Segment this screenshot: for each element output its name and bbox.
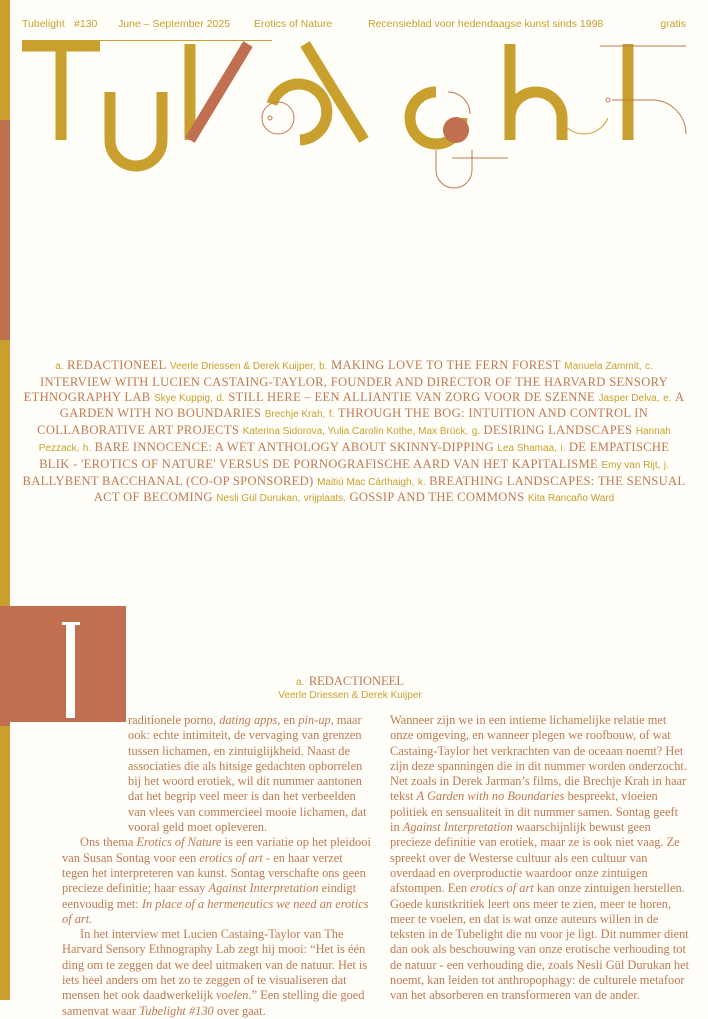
toc-letter: h. [82,442,92,454]
brand-name: Tubelight [22,18,65,30]
toc-title: BARE INNOCENCE: A WET ANTHOLOGY ABOUT SKINNY-DIPPING [94,439,494,454]
toc-author: Nesli Gül Durukan, [216,493,301,505]
toc-letter: c. [644,361,653,372]
section-heading [250,672,450,701]
toc-author: Skye Kuppig, [153,392,213,404]
toc-title: A GARDEN WITH NO BOUNDARIES [59,389,685,421]
section-letter: a. [296,677,305,688]
edge-strip [0,726,10,1000]
issue-theme: Erotics of Nature [254,18,333,30]
toc-author: Hannah Pezzack, [38,426,671,454]
issue-dates: June – September 2025 [118,18,231,30]
toc-letter: k. [417,476,426,488]
toc-author: Jasper Delva, [598,392,660,404]
edge-strip [0,380,10,606]
tubelight-logo [0,0,708,200]
toc-entry [216,390,659,404]
toc-author: Veerle Driessen & Derek Kuijper, [170,361,316,372]
toc-entry [83,440,557,454]
article-paragraph: Wanneer zijn we in een intieme lichamelijke relatie met onze omgeving, en wanneer plegen we roofbouw, of wat Castaing-Taylor het verkrachten van de oceaan noemt? Het zijn deze spanningen die in dit nummer worden onderzocht. Net zoals in Derek Jarman’s films, die Brechje Krah in haar tekst A Garden with no Boundaries bespreekt, vloeien politiek en sensualiteit in dit nummer samen. Sontag geeft in Against Interpretation waarschijnlijk bewust geen precieze definitie van erotiek, maar ze is ook niet vaag. Ze spreekt over de Westerse cultuur als een cultuur van overdaad en overproductie waardoor onze zintuigen afstompen. Een erotics of art kan onze zintuigen herstellen. Goede kunstkritiek leert ons meer te zien, meer te horen, meer te voelen, en dat is wat onze auteurs willen in de teksten in de Tubelight die nu voor je ligt. Dit nummer dient dan ook als beschouwing van onze erotische verhouding tot de natuur - een verhouding die, zoals Nesli Gül Durukan het noemt, kan leiden tot anthropophagy: de culturele metafoor van het absorberen en transformeren van de ander. [390,713,690,1003]
toc-title: REDACTIONEEL [67,358,167,372]
drop-cap-glyph [66,622,75,718]
article-column-left [62,713,372,1019]
toc-author: Manuela Zammit, [564,361,642,372]
edge-strip [0,340,10,380]
toc-letter: a. [55,361,64,372]
toc-entry [304,490,615,504]
section-title: REDACTIONEEL [308,674,404,688]
toc-title: GOSSIP AND THE COMMONS [349,490,525,505]
toc-letter: j. [663,459,669,471]
toc-letter: d. [216,392,225,404]
toc-title: BALLYBENT BACCHANAL (CO-OP SPONSORED) [22,473,314,488]
toc-letter: g. [471,426,481,438]
toc-title: DESIRING LANDSCAPES [483,423,633,438]
article-column-right [390,713,690,1004]
toc-title: DE EMPATISCHE BLIK - 'EROTICS OF NATURE' VERSUS DE PORNOGRAFISCHE AARD VAN HET KAPITALISME [39,439,670,471]
toc-author: Kita Rancaño Ward [527,493,615,505]
article-paragraph: Ons thema Erotics of Nature is een variatie op het pleidooi van Susan Sontag voor een erotics of art - en haar verzet tegen het interpreteren van kunst. Sontag verschafte ons geen precieze definitie; haar essay Against Interpretation eindigt eenvoudig met: In place of a hermeneutics we need an erotics of art. [62,835,371,926]
issue-number: #130 [74,18,98,30]
toc-title: STILL HERE – EEN ALLIANTIE VAN ZORG VOOR DE SZENNE [228,389,595,404]
toc-title: THROUGH THE BOG: INTUITION AND CONTROL IN COLLABORATIVE ART PROJECTS [37,406,649,438]
drop-cap [10,606,126,722]
toc-author: Emy van Rijt, [601,459,661,471]
toc-letter: f. [328,409,335,421]
toc-author: Lea Shamaa, [497,442,557,454]
toc-author: Brechje Krah, [264,409,326,421]
toc-title: INTERVIEW WITH LUCIEN CASTAING-TAYLOR, FOUNDER AND DIRECTOR OF THE HARVARD SENSORY ETHNOGRAPHY LAB [23,374,668,404]
toc-letter: e. [663,392,672,404]
toc-letter: b. [319,361,328,372]
price: gratis [660,18,686,30]
article-paragraph: raditionele porno, dating apps, en pin-up, maar ook: echte intimiteit, de vervaging van grenzen tussen lichamen, en zintuiglijkheid. Naast de associaties die als hitsige gedachten opborrelen bij het woord erotiek, wil dit nummer aantonen dat het begrip veel meer is dan het verbeelden van vlees van commercieel mooie lichamen, dat vooral geld moet opleveren. [128,713,367,835]
toc-title: MAKING LOVE TO THE FERN FOREST [330,358,561,372]
edge-strip [0,200,10,340]
table-of-contents [22,358,686,507]
section-authors: Veerle Driessen & Derek Kuijper [278,690,422,701]
toc-author: Katerina Sidorova, Yulia Carolin Kothe, Max Brück, [242,426,469,438]
toc-author: Maitiú Mac Cárthaigh, [317,476,415,488]
toc-title: BREATHING LANDSCAPES: THE SENSUAL ACT OF BECOMING [93,473,686,505]
edge-strip [0,606,10,726]
article-paragraph: In het interview met Lucien Castaing-Taylor van The Harvard Sensory Ethnography Lab zegt hij mooi: “Het is één ding om te zeggen dat we deel uitmaken van de natuur. Het is iets heel anders om het zo te zeggen of te visualiseren dat mensen het ook daadwerkelijk voelen.” Een stelling die goed samenvat waar Tubelight #130 over gaat. [62,927,368,1018]
toc-entry [319,358,641,372]
toc-letter: i. [560,442,566,454]
tagline: Recensieblad voor hedendaagse kunst sinds 1998 [368,18,604,30]
toc-entry [55,358,315,372]
toc-letter: vrijplaats. [303,493,346,505]
